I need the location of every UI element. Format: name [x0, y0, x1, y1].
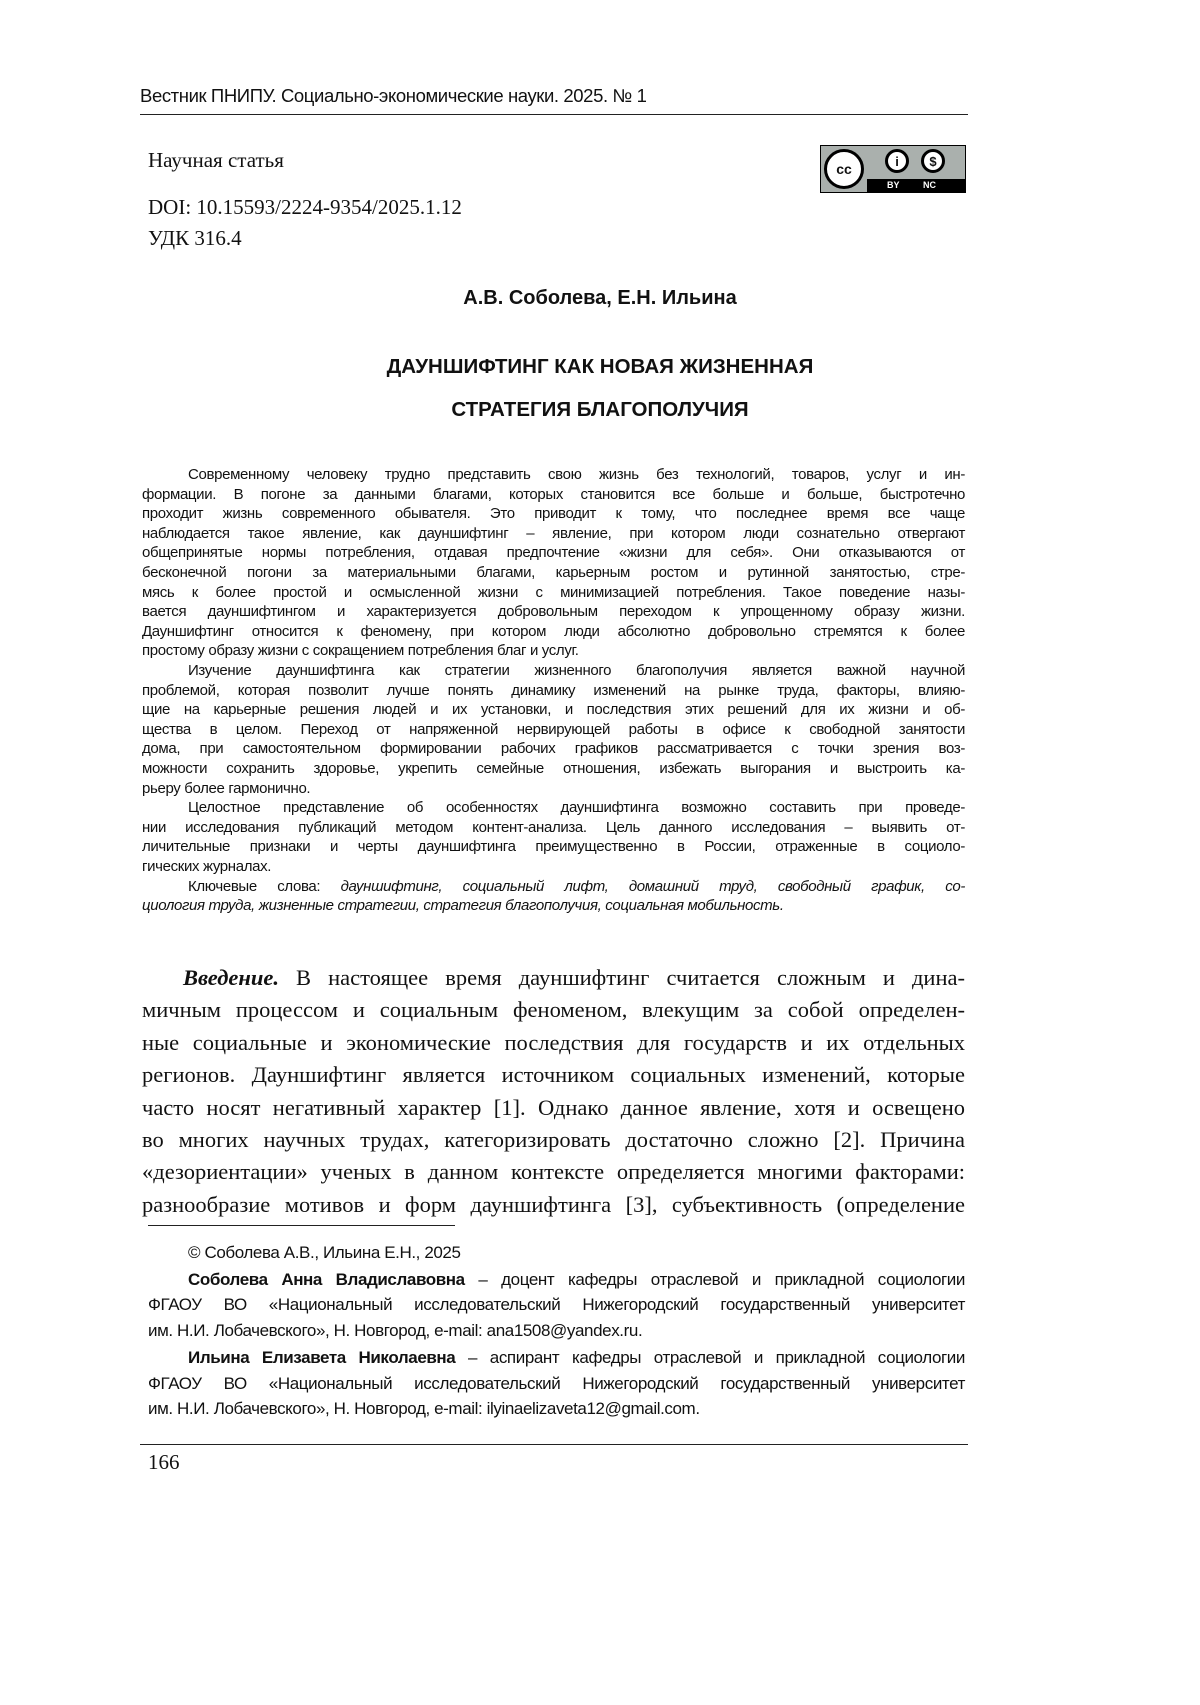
cc-logo-icon: cc — [824, 149, 864, 189]
keywords-line-lead: Ключевые слова: — [188, 878, 341, 895]
attribution-icon: i — [885, 149, 909, 173]
article-type: Научная статья — [148, 148, 284, 173]
body-line: «дезориентации» ученых в данном контексте определяется многими факторами: — [142, 1156, 965, 1188]
footnote-rule — [148, 1225, 455, 1226]
page-number: 166 — [148, 1450, 180, 1475]
footnote-copyright: © Соболева А.В., Ильина Е.Н., 2025 — [188, 1240, 965, 1266]
body-line-text: В настоящее время дауншифтинг считается сложным и дина- — [279, 965, 965, 990]
footnote-author-line — [188, 1267, 965, 1293]
body-line: часто носят негативный характер [1]. Однако данное явление, хотя и освещено — [142, 1092, 965, 1124]
abstract-line: Современному человеку трудно представить свою жизнь без технологий, товаров, услуг и ин- — [188, 465, 965, 484]
footnote-author-line: ФГАОУ ВО «Национальный исследовательский Нижегородский государственный университет — [148, 1292, 965, 1318]
abstract-line: гических журналах. — [142, 857, 965, 876]
doi[interactable]: DOI: 10.15593/2224-9354/2025.1.12 — [148, 195, 462, 220]
abstract-line: проблемой, которая позволит лучше понять динамику изменений на рынке труда, факторы, влияю- — [142, 681, 965, 700]
body-line-lead: Введение. — [183, 965, 279, 990]
abstract-line: рьеру более гармонично. — [142, 779, 965, 798]
abstract-line: бесконечной погони за материальными благами, карьерным ростом и рутинной занятостью, стре- — [142, 563, 965, 582]
noncommercial-icon: $ — [921, 149, 945, 173]
keywords-line: циология труда, жизненные стратегии, стратегия благополучия, социальная мобильность. — [142, 896, 965, 915]
abstract-line: Дауншифтинг относится к феномену, при котором люди абсолютно добровольно стремятся к более — [142, 622, 965, 641]
abstract-line: щества в целом. Переход от напряженной нервирующей работы в офисе к свободной занятости — [142, 720, 965, 739]
udc: УДК 316.4 — [148, 226, 242, 251]
abstract-line: личительные признаки и черты дауншифтинга преимущественно в России, отраженные в социоло- — [142, 837, 965, 856]
article-title-line-1: ДАУНШИФТИНГ КАК НОВАЯ ЖИЗНЕННАЯ — [0, 355, 1200, 379]
abstract-line: проходит жизнь современного обывателя. Это приводит к тому, что последнее время все чаще — [142, 504, 965, 523]
body-line: ные социальные и экономические последствия для государств и их отдельных — [142, 1027, 965, 1059]
body-line — [183, 962, 965, 994]
body-line: мичным процессом и социальным феноменом, влекущим за собой определен- — [142, 994, 965, 1026]
footer-rule — [140, 1444, 968, 1445]
abstract-line: Изучение дауншифтинга как стратегии жизненного благополучия является важной научной — [188, 661, 965, 680]
header-rule — [140, 114, 968, 115]
body-line: регионов. Дауншифтинг является источником социальных изменений, которые — [142, 1059, 965, 1091]
abstract-line: можности сохранить здоровье, укрепить семейные отношения, избежать выгорания и выстроить ка- — [142, 759, 965, 778]
abstract-line: формации. В погоне за данными благами, которых становится все больше и больше, быстротечно — [142, 485, 965, 504]
footnote-author-line: им. Н.И. Лобачевского», Н. Новгород, e-mail: ilyinaelizaveta12@gmail.com. — [148, 1396, 965, 1422]
abstract-line: мясь к более простой и осмысленной жизни с минимизацией потребления. Такое поведение назы- — [142, 583, 965, 602]
abstract-line: общепринятые нормы потребления, отдавая предпочтение «жизни для себя». Они отказываются от — [142, 543, 965, 562]
nc-label: NC — [923, 180, 936, 190]
footnote-author-line-lead: Соболева Анна Владиславовна — [188, 1270, 465, 1289]
abstract-line: простому образу жизни с сокращением потребления благ и услуг. — [142, 641, 965, 660]
footnote-author-line-text: – аспирант кафедры отраслевой и прикладной социологии — [455, 1348, 965, 1367]
abstract-line: дома, при самостоятельном формировании рабочих графиков рассматривается с точки зрения воз- — [142, 739, 965, 758]
abstract-line: наблюдается такое явление, как дауншифтинг – явление, при котором люди сознательно отвергают — [142, 524, 965, 543]
abstract-line: вается дауншифтингом и характеризуется добровольным переходом к упрощенному образу жизни. — [142, 602, 965, 621]
authors: А.В. Соболева, Е.Н. Ильина — [0, 287, 1200, 310]
abstract-line: нии исследования публикаций методом контент-анализа. Цель данного исследования – выявить от- — [142, 818, 965, 837]
footnote-author-line-text: – доцент кафедры отраслевой и прикладной социологии — [465, 1270, 965, 1289]
body-line: во многих научных трудах, категоризировать достаточно сложно [2]. Причина — [142, 1124, 965, 1156]
abstract-line: щие на карьерные решения людей и их установки, и последствия этих решений для их жизни и об- — [142, 700, 965, 719]
footnote-author-line: ФГАОУ ВО «Национальный исследовательский Нижегородский государственный университет — [148, 1371, 965, 1397]
body-line: разнообразие мотивов и форм дауншифтинга [3], субъективность (определение — [142, 1189, 965, 1221]
keywords-line-text: дауншифтинг, социальный лифт, домашний труд, свободный график, со- — [341, 878, 965, 895]
footnote-author-line: им. Н.И. Лобачевского», Н. Новгород, e-mail: ana1508@yandex.ru. — [148, 1318, 965, 1344]
article-title-line-2: СТРАТЕГИЯ БЛАГОПОЛУЧИЯ — [0, 398, 1200, 422]
footnote-author-line — [188, 1345, 965, 1371]
abstract-line: Целостное представление об особенностях дауншифтинга возможно составить при проведе- — [188, 798, 965, 817]
footnote-author-line-lead: Ильина Елизавета Николаевна — [188, 1348, 455, 1367]
keywords-line — [188, 877, 965, 896]
running-head: Вестник ПНИПУ. Социально-экономические науки. 2025. № 1 — [140, 85, 647, 107]
by-label: BY — [887, 180, 900, 190]
cc-by-nc-icon[interactable] — [820, 145, 966, 193]
